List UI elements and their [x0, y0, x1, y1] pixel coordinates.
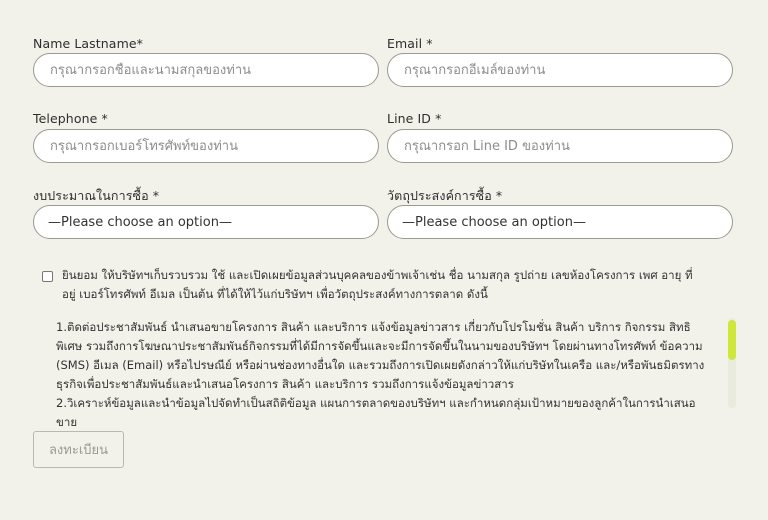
email-label: Email * — [387, 36, 433, 51]
budget-label: งบประมาณในการซื้อ * — [33, 188, 160, 203]
terms-item-2: 2.วิเคราะห์ข้อมูลและนำข้อมูลไปจัดทำเป็นสถิติข้อมูล แผนการตลาดของบริษัทฯ และกำหนดกลุ่มเป้าหมายของลูกค้าในการนำเสนอขาย — [56, 396, 696, 429]
consent-text: ยินยอม ให้บริษัทฯเก็บรวบรวม ใช้ และเปิดเผยข้อมูลส่วนบุคคลของข้าพเจ้าเช่น ชื่อ นามสกุล รูปถ่าย เลขห้องโครงการ เพศ อายุ ที่อยู่ เบอร์โทรศัพท์ อีเมล เป็นต้น ที่ได้ให้ไว้แก่บริษัทฯ เพื่อวัตถุประสงค์ทางการตลาด ดังนี้ — [62, 268, 693, 301]
terms-scrollbar-thumb[interactable] — [728, 320, 736, 360]
name-label: Name Lastname* — [33, 36, 143, 51]
terms-scrollbar[interactable] — [728, 318, 736, 408]
terms-item-1: 1.ติดต่อประชาสัมพันธ์ นำเสนอขายโครงการ สินค้า และบริการ แจ้งข้อมูลข่าวสาร เกี่ยวกับโปรโมชั่น สินค้า บริการ กิจกรรม สิทธิพิเศษ รวมถึงการโฆษณาประชาสัมพันธ์กิจกรรมที่ได้มีการจัดขึ้นและจะมีการจัดขึ้นในนามของบริษัทฯ โดยผ่านทางโทรศัพท์ ข้อความ (SMS) อีเมล (Email) หรือไปรษณีย์ หรือผ่านช่องทางอื่นใด และรวมถึงการเปิดเผยดังกล่าวให้แก่บริษัทในเครือ และ/หรือพันธมิตรทางธุรกิจเพื่อประชาสัมพันธ์และนำเสนอโครงการ สินค้า และบริการ รวมถึงการแจ้งข้อมูลข่าวสาร — [56, 320, 705, 391]
register-button[interactable]: ลงทะเบียน — [33, 431, 124, 468]
name-input[interactable] — [48, 62, 364, 79]
email-field[interactable] — [387, 53, 733, 87]
line-id-label: Line ID * — [387, 111, 442, 126]
line-id-input[interactable] — [402, 138, 718, 155]
line-id-field[interactable] — [387, 129, 733, 163]
email-input[interactable] — [402, 62, 718, 79]
purpose-label: วัตถุประสงค์การซื้อ * — [387, 188, 503, 203]
purpose-select-value: —Please choose an option— — [402, 214, 586, 230]
name-field[interactable] — [33, 53, 379, 87]
purpose-select[interactable] — [387, 205, 733, 239]
budget-select[interactable] — [33, 205, 379, 239]
telephone-field[interactable] — [33, 129, 379, 163]
consent-checkbox[interactable] — [42, 271, 53, 282]
telephone-label: Telephone * — [33, 111, 108, 126]
terms-scroll-area[interactable] — [56, 318, 712, 429]
budget-select-value: —Please choose an option— — [48, 214, 232, 230]
telephone-input[interactable] — [48, 138, 364, 155]
